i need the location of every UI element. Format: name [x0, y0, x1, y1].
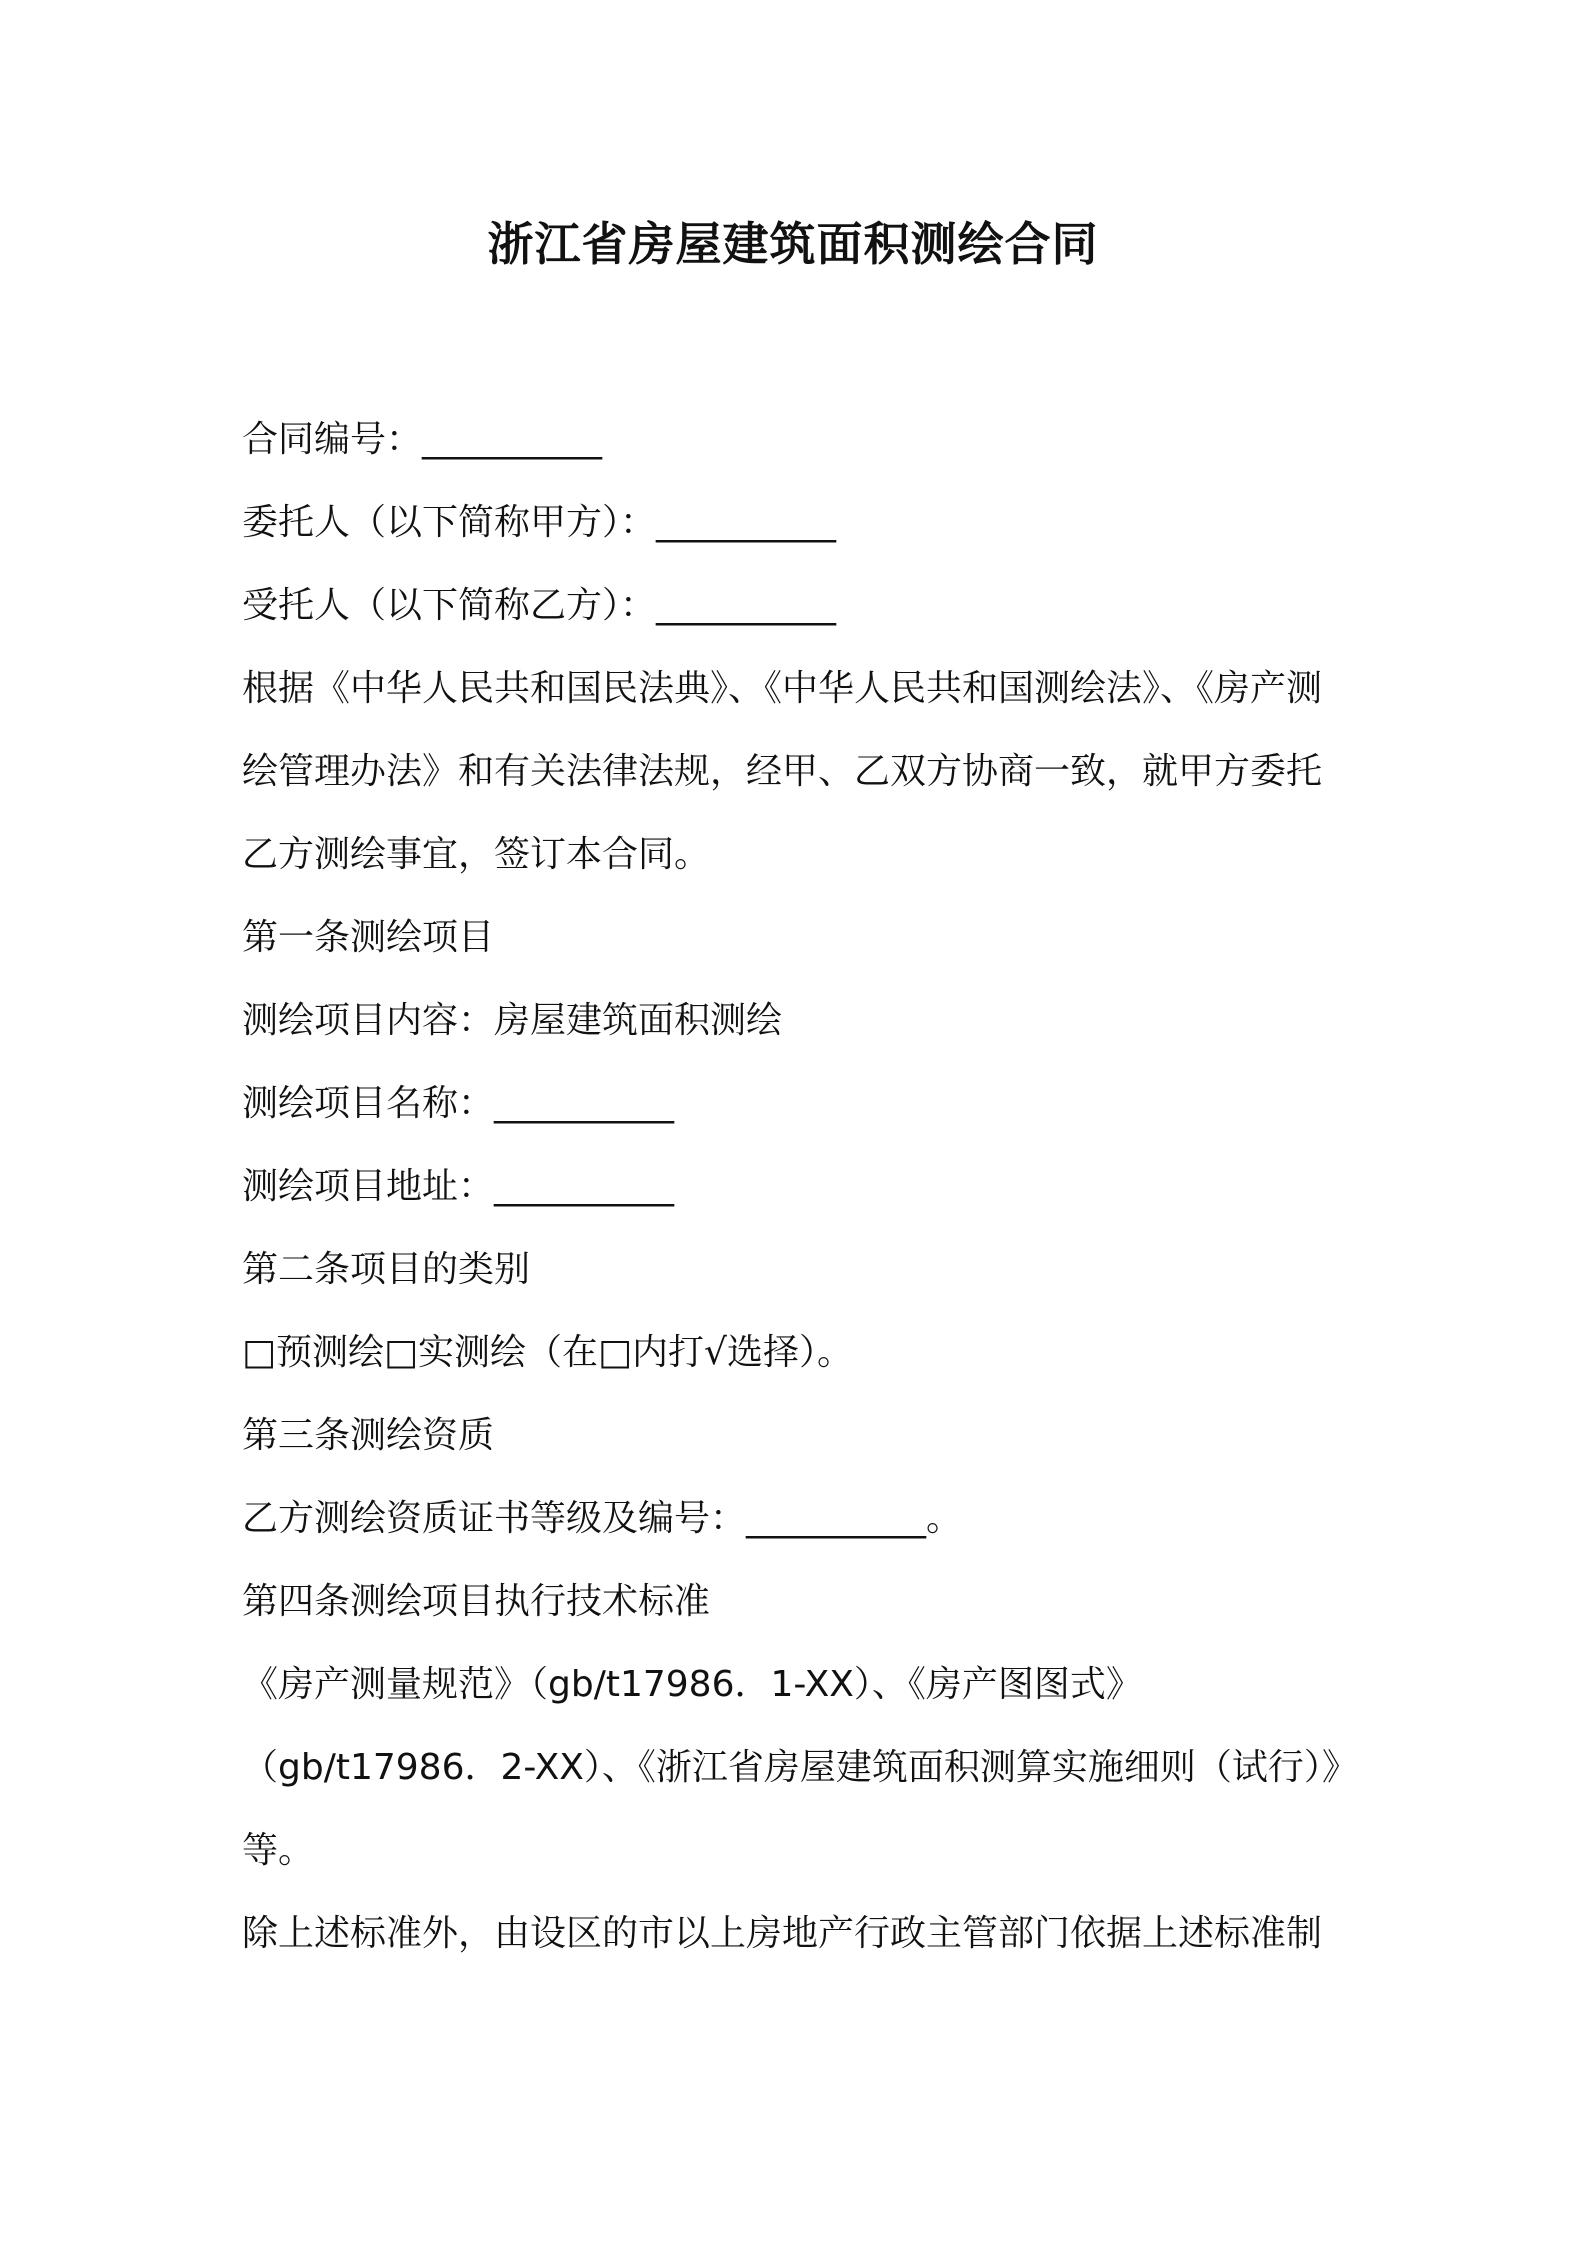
article-2-heading: 第二条项目的类别 — [242, 1249, 531, 1290]
standards-line-2: （gb/t17986．2-XX）、《浙江省房屋建筑面积测算实施细则（试行）》 — [242, 1747, 1358, 1788]
article-1-heading: 第一条测绘项目 — [242, 917, 495, 958]
project-content-line: 测绘项目内容：房屋建筑面积测绘 — [242, 1000, 783, 1041]
standards-line-3: 等。 — [242, 1830, 315, 1871]
preamble-line-1: 根据《中华人民共和国民法典》、《中华人民共和国测绘法》、《房产测 — [242, 668, 1323, 709]
document-title: 浙江省房屋建筑面积测绘合同 — [487, 217, 1099, 271]
article-3-heading: 第三条测绘资质 — [242, 1415, 495, 1456]
project-name-line: 测绘项目名称：__________ — [242, 1083, 675, 1124]
client-party-a-line: 委托人（以下简称甲方）：__________ — [242, 502, 837, 543]
trustee-party-b-line: 受托人（以下简称乙方）：__________ — [242, 585, 837, 626]
article-4-heading: 第四条测绘项目执行技术标准 — [242, 1581, 711, 1622]
contract-number-line: 合同编号：__________ — [242, 419, 603, 460]
additional-standards-line: 除上述标准外，由设区的市以上房地产行政主管部门依据上述标准制 — [242, 1913, 1323, 1954]
project-address-line: 测绘项目地址：__________ — [242, 1166, 675, 1207]
preamble-line-2: 绘管理办法》和有关法律法规，经甲、乙双方协商一致，就甲方委托 — [242, 751, 1323, 792]
standards-line-1: 《房产测量规范》（gb/t17986．1-XX）、《房产图图式》 — [242, 1664, 1142, 1705]
project-type-options-line: □预测绘□实测绘（在□内打√选择）。 — [242, 1332, 853, 1373]
qualification-certificate-line: 乙方测绘资质证书等级及编号：__________。 — [242, 1498, 963, 1539]
preamble-line-3: 乙方测绘事宜，签订本合同。 — [242, 834, 711, 875]
